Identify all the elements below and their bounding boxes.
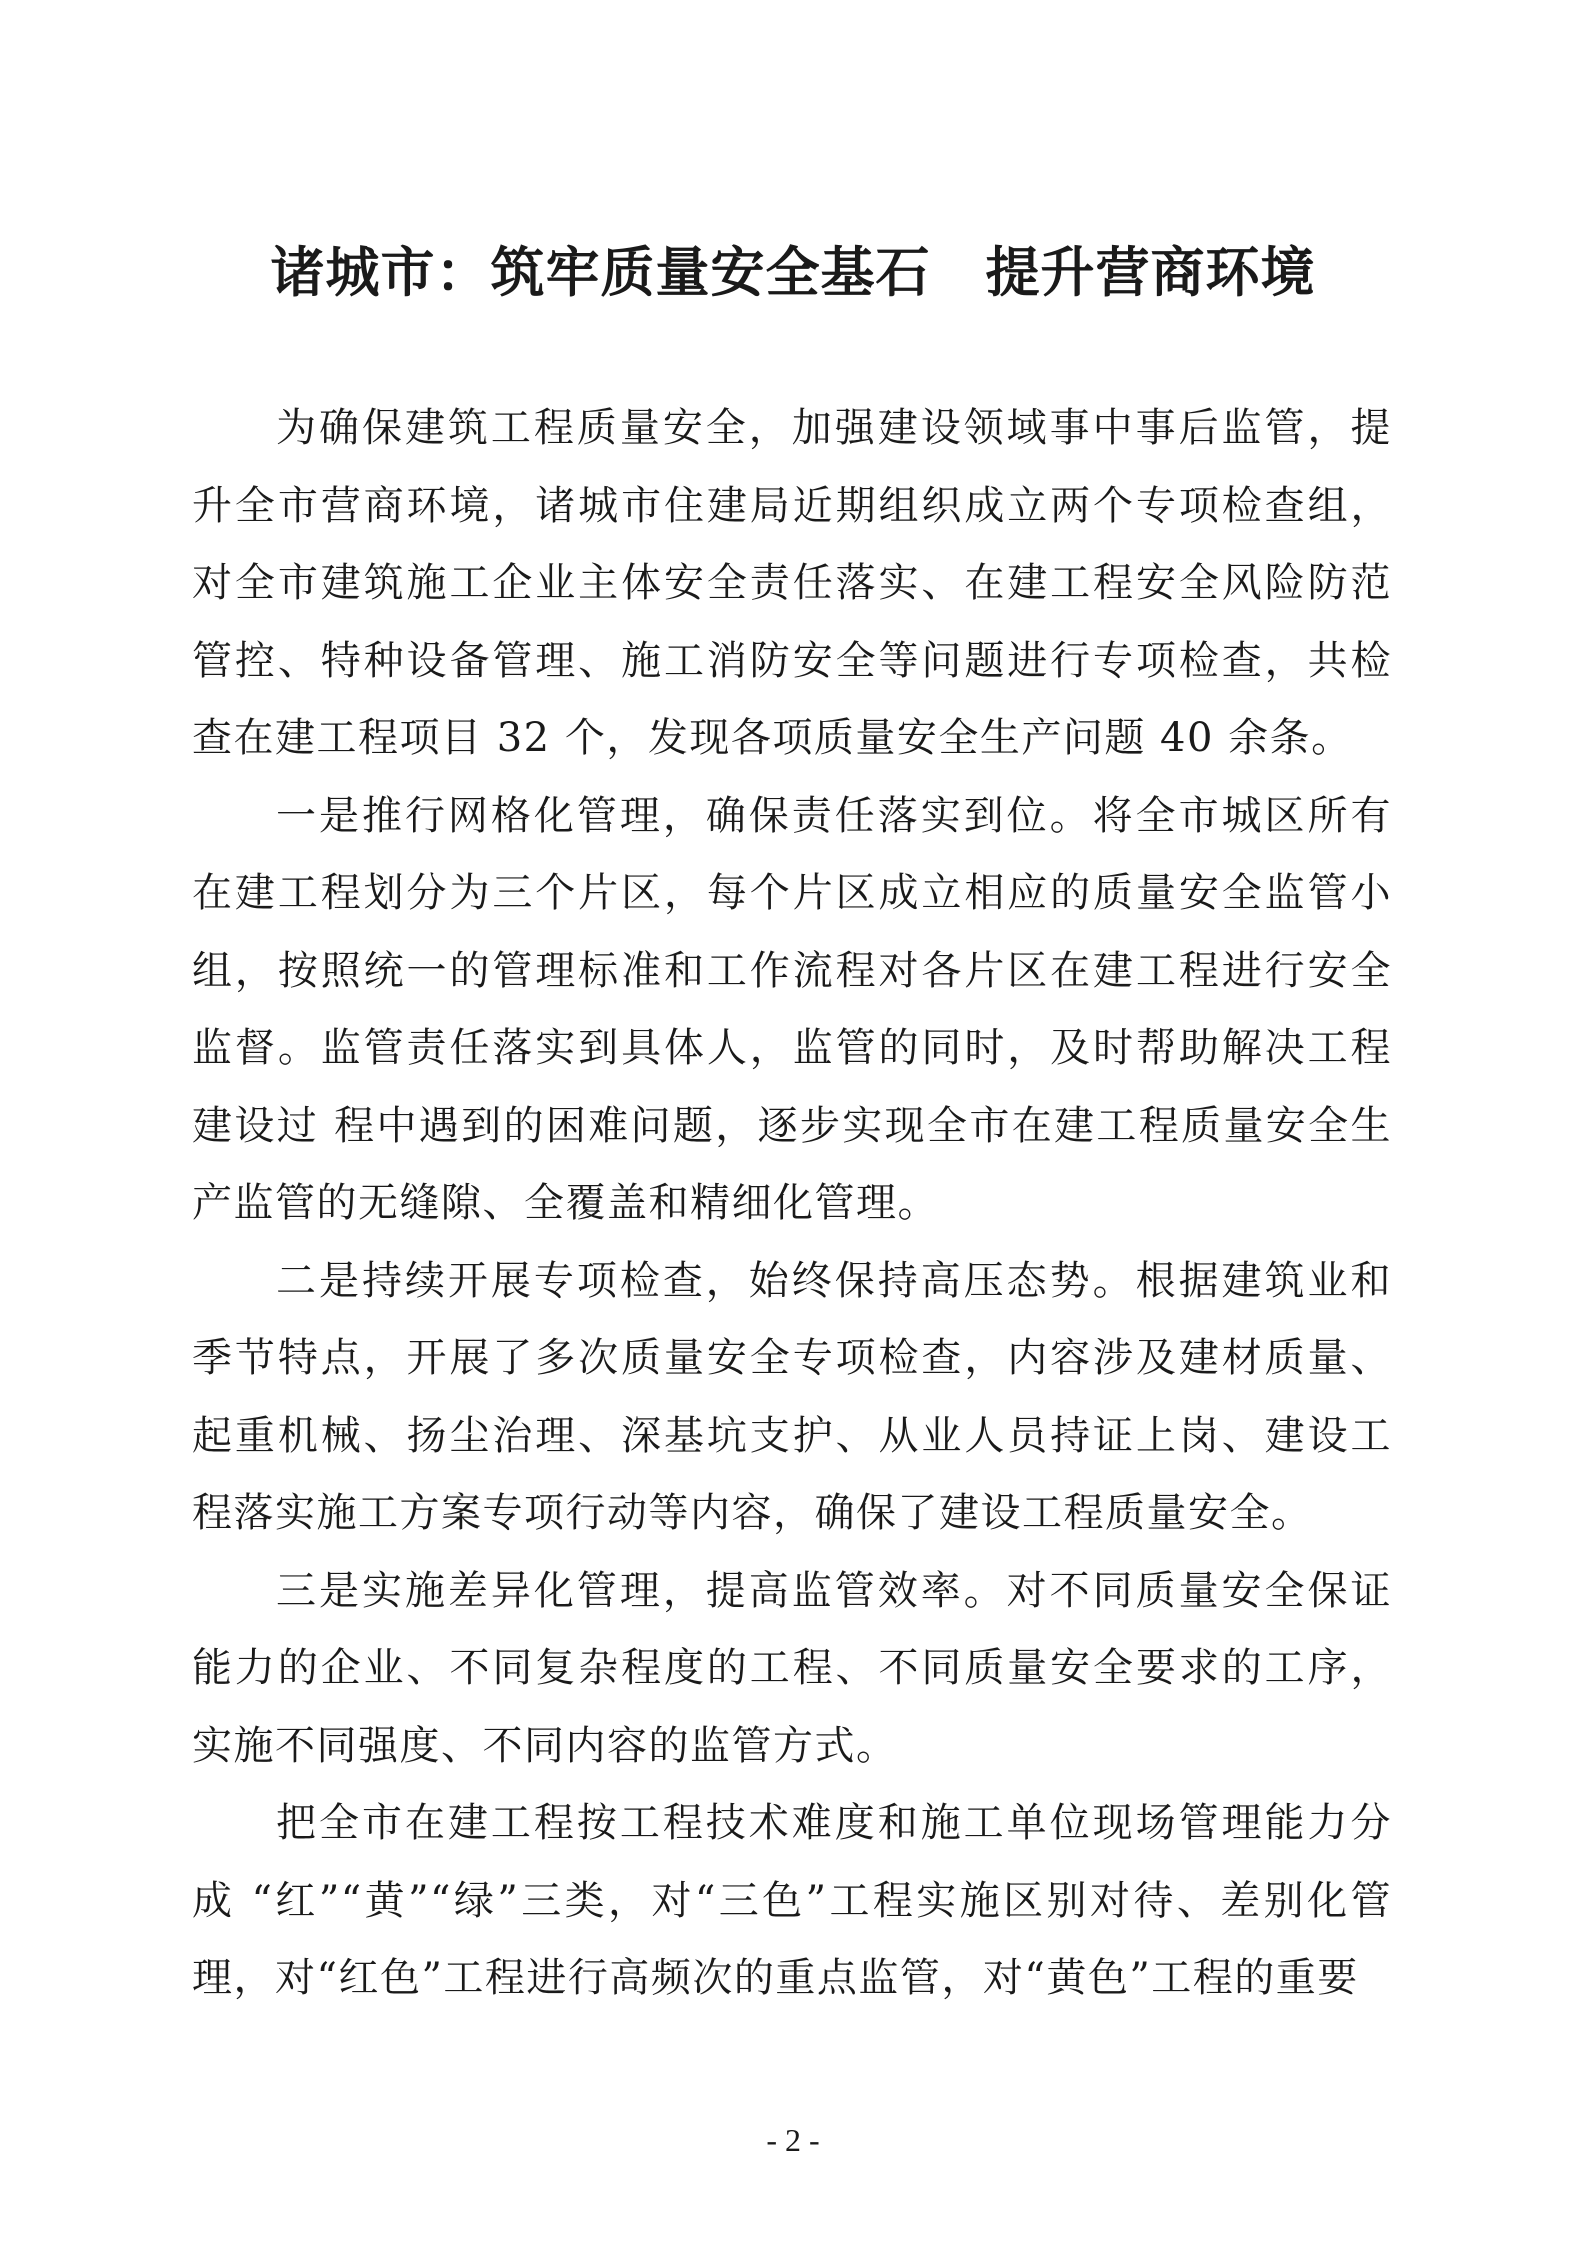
paragraph-three-color: 把全市在建工程按工程技术难度和施工单位现场管理能力分成 “红”“黄”“绿”三类，对“三色”工程实施区别对待、差别化管理，对“红色”工程进行高频次的重点监管，对“黄色”工程的重要	[192, 1800, 1392, 2001]
paragraph-differentiated-management: 三是实施差异化管理，提高监管效率。对不同质量安全保证能力的企业、不同复杂程度的工程、不同质量安全要求的工序，实施不同强度、不同内容的监管方式。	[192, 1567, 1392, 1769]
page-number: - 2 -	[766, 2122, 820, 2158]
paragraph-intro: 为确保建筑工程质量安全，加强建设领域事中事后监管，提升全市营商环境，诸城市住建局近期组织成立两个专项检查组，对全市建筑施工企业主体安全责任落实、在建工程安全风险防范管控、特种设备管理、施工消防安全等问题进行专项检查，共检查在建工程项目 32 个，发现各项质量安全生产问题 40 余条。	[192, 405, 1392, 761]
paragraph-special-inspection: 二是持续开展专项检查，始终保持高压态势。根据建筑业和季节特点，开展了多次质量安全专项检查，内容涉及建材质量、起重机械、扬尘治理、深基坑支护、从业人员持证上岗、建设工程落实施工方案专项行动等内容，确保了建设工程质量安全。	[192, 1257, 1392, 1536]
paragraph-grid-management: 一是推行网格化管理，确保责任落实到位。将全市城区所有在建工程划分为三个片区，每个片区成立相应的质量安全监管小组，按照统一的管理标准和工作流程对各片区在建工程进行安全监督。监管责任落实到具体人，监管的同时，及时帮助解决工程建设过 程中遇到的困难问题，逐步实现全市在建工程质量安全生产监管的无缝隙、全覆盖和精细化管理。	[192, 792, 1392, 1226]
article-body	[192, 390, 1392, 2018]
page-title: 诸城市：筑牢质量安全基石 提升营商环境	[270, 240, 1316, 304]
